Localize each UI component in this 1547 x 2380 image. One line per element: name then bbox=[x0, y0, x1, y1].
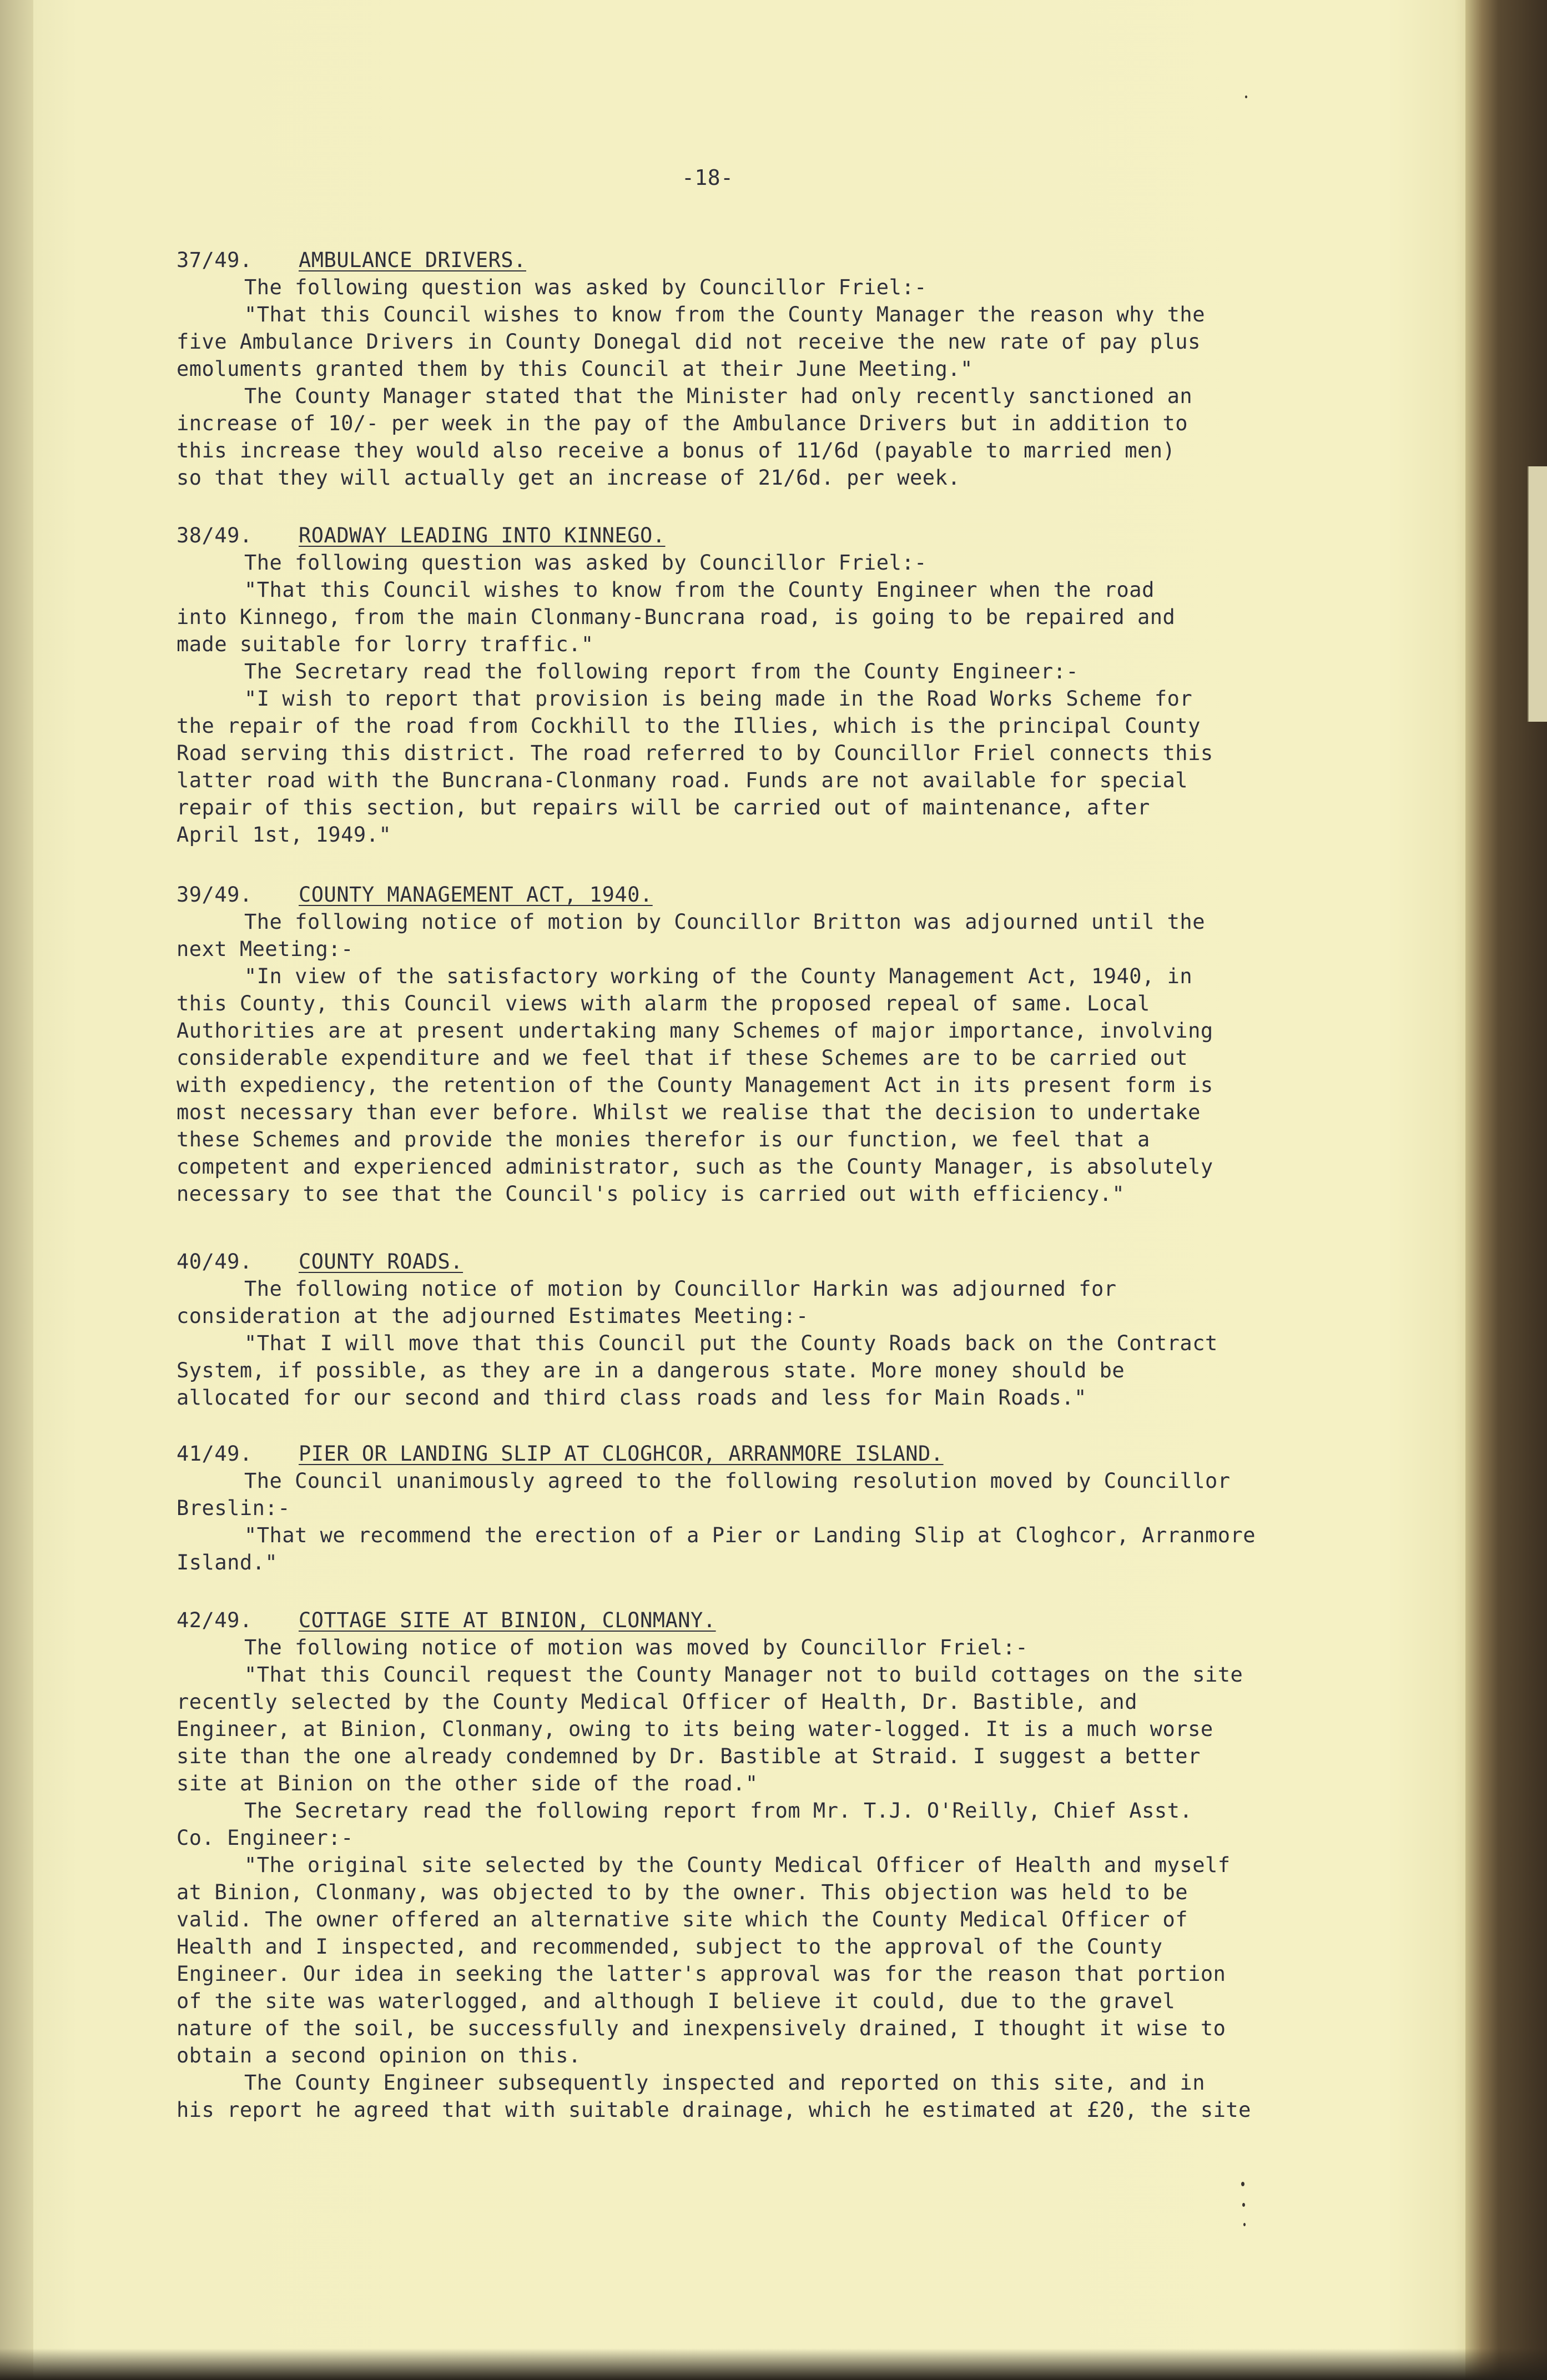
text-line: The Council unanimously agreed to the following resolution moved by Councillor bbox=[244, 1469, 1231, 1493]
text-line: site than the one already condemned by Dr. Bastible at Straid. I suggest a better bbox=[177, 1744, 1201, 1768]
text-line: Breslin:- bbox=[177, 1496, 290, 1520]
text-line: obtain a second opinion on this. bbox=[177, 2044, 581, 2067]
section-heading: COUNTY MANAGEMENT ACT, 1940. bbox=[299, 883, 653, 907]
text-line: competent and experienced administrator, such as the County Manager, is absolutely bbox=[177, 1155, 1213, 1179]
ink-speck bbox=[1243, 2223, 1246, 2226]
section-number: 40/49. bbox=[177, 1250, 253, 1274]
text-line: with expediency, the retention of the County Management Act in its present form is bbox=[177, 1073, 1213, 1097]
section-39-49 bbox=[177, 881, 1375, 1207]
text-line: "That this Council wishes to know from the County Engineer when the road bbox=[244, 578, 1155, 602]
section-number: 42/49. bbox=[177, 1608, 253, 1632]
text-line: next Meeting:- bbox=[177, 937, 354, 961]
ink-speck bbox=[1242, 2203, 1245, 2207]
text-line: Island." bbox=[177, 1551, 278, 1574]
text-line: "That this Council request the County Manager not to build cottages on the site bbox=[244, 1663, 1243, 1687]
book-binding bbox=[1465, 0, 1547, 2380]
text-line: Road serving this district. The road referred to by Councillor Friel connects this bbox=[177, 741, 1213, 765]
text-line: emoluments granted them by this Council at their June Meeting." bbox=[177, 357, 973, 381]
text-line: so that they will actually get an increase of 21/6d. per week. bbox=[177, 466, 961, 490]
section-40-49 bbox=[177, 1248, 1375, 1411]
section-heading: COTTAGE SITE AT BINION, CLONMANY. bbox=[299, 1608, 716, 1632]
section-number: 41/49. bbox=[177, 1442, 253, 1466]
section-38-49 bbox=[177, 522, 1375, 848]
text-line: five Ambulance Drivers in County Donegal did not receive the new rate of pay plus bbox=[177, 330, 1201, 354]
text-line: increase of 10/- per week in the pay of the Ambulance Drivers but in addition to bbox=[177, 411, 1188, 435]
section-heading: PIER OR LANDING SLIP AT CLOGHCOR, ARRANMORE ISLAND. bbox=[299, 1442, 944, 1466]
text-line: Authorities are at present undertaking many Schemes of major importance, involving bbox=[177, 1019, 1213, 1043]
text-line: "That we recommend the erection of a Pier or Landing Slip at Cloghcor, Arranmore bbox=[244, 1523, 1256, 1547]
text-line: allocated for our second and third class roads and less for Main Roads." bbox=[177, 1386, 1087, 1410]
text-line: most necessary than ever before. Whilst we realise that the decision to undertake bbox=[177, 1100, 1201, 1124]
section-number: 37/49. bbox=[177, 248, 253, 272]
text-line: this County, this Council views with alarm the proposed repeal of same. Local bbox=[177, 992, 1150, 1015]
page-number: -18- bbox=[682, 165, 734, 190]
section-37-49 bbox=[177, 246, 1375, 491]
text-line: valid. The owner offered an alternative site which the County Medical Officer of bbox=[177, 1908, 1188, 1931]
text-line: "That this Council wishes to know from the County Manager the reason why the bbox=[244, 303, 1205, 326]
text-line: The following question was asked by Councillor Friel:- bbox=[244, 275, 927, 299]
section-heading: ROADWAY LEADING INTO KINNEGO. bbox=[299, 524, 666, 547]
text-line: nature of the soil, be successfully and inexpensively drained, I thought it wise to bbox=[177, 2016, 1226, 2040]
text-line: latter road with the Buncrana-Clonmany road. Funds are not available for special bbox=[177, 768, 1188, 792]
text-line: April 1st, 1949." bbox=[177, 823, 392, 847]
text-line: The following notice of motion by Councillor Harkin was adjourned for bbox=[244, 1277, 1117, 1301]
text-line: made suitable for lorry traffic." bbox=[177, 632, 594, 656]
section-42-49 bbox=[177, 1607, 1375, 2124]
text-line: The following notice of motion by Councillor Britton was adjourned until the bbox=[244, 910, 1205, 934]
text-line: Co. Engineer:- bbox=[177, 1826, 354, 1850]
text-line: "The original site selected by the County Medical Officer of Health and myself bbox=[244, 1853, 1231, 1877]
left-page-edge bbox=[0, 0, 33, 2380]
section-41-49 bbox=[177, 1440, 1375, 1576]
text-line: Engineer, at Binion, Clonmany, owing to its being water-logged. It is a much worse bbox=[177, 1717, 1213, 1741]
text-line: The following question was asked by Councillor Friel:- bbox=[244, 551, 927, 575]
text-line: these Schemes and provide the monies therefor is our function, we feel that a bbox=[177, 1128, 1150, 1151]
text-line: the repair of the road from Cockhill to the Illies, which is the principal County bbox=[177, 714, 1201, 738]
text-line: The County Engineer subsequently inspected and reported on this site, and in bbox=[244, 2071, 1205, 2095]
text-line: Engineer. Our idea in seeking the latter's approval was for the reason that portion bbox=[177, 1962, 1226, 1986]
text-line: this increase they would also receive a bonus of 11/6d (payable to married men) bbox=[177, 439, 1176, 462]
section-heading: COUNTY ROADS. bbox=[299, 1250, 463, 1274]
ink-speck bbox=[1245, 95, 1247, 98]
text-line: at Binion, Clonmany, was objected to by the owner. This objection was held to be bbox=[177, 1880, 1188, 1904]
text-line: his report he agreed that with suitable drainage, which he estimated at £20, the site bbox=[177, 2098, 1251, 2122]
text-line: "That I will move that this Council put the County Roads back on the Contract bbox=[244, 1331, 1218, 1355]
text-line: "I wish to report that provision is being made in the Road Works Scheme for bbox=[244, 687, 1193, 711]
text-line: repair of this section, but repairs will be carried out of maintenance, after bbox=[177, 796, 1150, 819]
text-line: The Secretary read the following report from the County Engineer:- bbox=[244, 660, 1079, 683]
text-line: considerable expenditure and we feel that if these Schemes are to be carried out bbox=[177, 1046, 1188, 1070]
section-number: 38/49. bbox=[177, 524, 253, 547]
text-line: necessary to see that the Council's policy is carried out with efficiency." bbox=[177, 1182, 1125, 1206]
text-line: Health and I inspected, and recommended, subject to the approval of the County bbox=[177, 1935, 1163, 1959]
text-line: consideration at the adjourned Estimates Meeting:- bbox=[177, 1304, 809, 1328]
bottom-shadow bbox=[0, 2348, 1547, 2380]
text-line: System, if possible, as they are in a dangerous state. More money should be bbox=[177, 1358, 1125, 1382]
text-line: The County Manager stated that the Minister had only recently sanctioned an bbox=[244, 384, 1193, 408]
text-line: "In view of the satisfactory working of the County Management Act, 1940, in bbox=[244, 964, 1193, 988]
section-heading: AMBULANCE DRIVERS. bbox=[299, 248, 526, 272]
text-line: The Secretary read the following report from Mr. T.J. O'Reilly, Chief Asst. bbox=[244, 1799, 1193, 1823]
text-line: into Kinnego, from the main Clonmany-Buncrana road, is going to be repaired and bbox=[177, 605, 1176, 629]
text-line: recently selected by the County Medical Officer of Health, Dr. Bastible, and bbox=[177, 1690, 1137, 1714]
ink-speck bbox=[1241, 2182, 1244, 2186]
text-line: The following notice of motion was moved by Councillor Friel:- bbox=[244, 1636, 1029, 1659]
section-number: 39/49. bbox=[177, 883, 253, 907]
side-tab bbox=[1528, 466, 1547, 722]
text-line: of the site was waterlogged, and although I believe it could, due to the gravel bbox=[177, 1989, 1176, 2013]
text-line: site at Binion on the other side of the road." bbox=[177, 1772, 758, 1795]
